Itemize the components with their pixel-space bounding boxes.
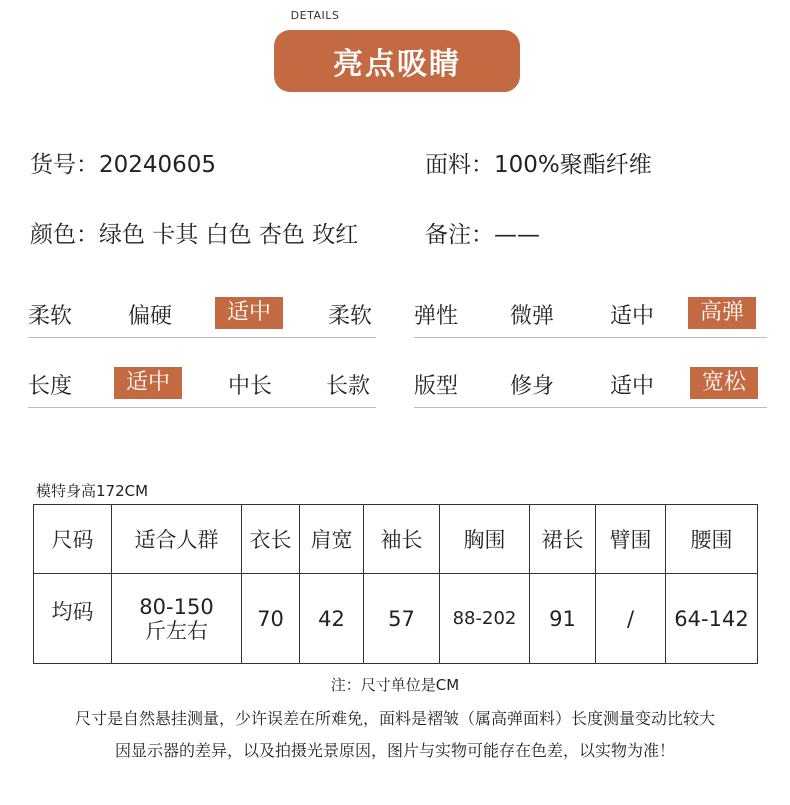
header-shoulder: 肩宽 xyxy=(300,505,364,574)
unit-note: 注：尺寸单位是CM xyxy=(330,676,460,694)
length-selected-badge: 适中 xyxy=(114,367,182,399)
highlight-banner xyxy=(274,30,520,92)
elasticity-option-2: 适中 xyxy=(610,304,655,329)
length-option-3: 长款 xyxy=(326,374,371,399)
cell-arm: / xyxy=(596,574,666,664)
cell-waist: 64-142 xyxy=(666,574,758,664)
size-table-row xyxy=(34,574,758,664)
softness-selected-badge: 适中 xyxy=(215,297,283,329)
header-length: 衣长 xyxy=(242,505,300,574)
fit-selected-badge: 宽松 xyxy=(690,367,758,399)
fit-option-3-selected xyxy=(690,367,758,399)
elasticity-divider xyxy=(414,337,767,338)
cell-skirt-length: 91 xyxy=(530,574,596,664)
cell-size: 均码 xyxy=(34,574,112,664)
fit-divider xyxy=(414,407,767,408)
length-option-1-selected xyxy=(114,367,182,399)
item-number: 货号：20240605 xyxy=(30,152,217,178)
size-table xyxy=(33,504,758,664)
color-info: 颜色：绿色 卡其 白色 杏色 玫红 xyxy=(30,222,359,248)
fabric-info: 面料：100%聚酯纤维 xyxy=(425,152,652,178)
banner-title: 亮点吸睛 xyxy=(333,47,461,82)
cell-suitable: 80-150斤左右 xyxy=(112,574,242,664)
length-divider xyxy=(28,407,376,408)
disclaimer-line-2: 因显示器的差异，以及拍摄光景原因，图片与实物可能存在色差，以实物为准！ xyxy=(114,741,675,760)
cell-shoulder: 42 xyxy=(300,574,364,664)
model-height: 模特身高172CM xyxy=(36,482,149,500)
length-option-2: 中长 xyxy=(228,374,273,399)
elasticity-label: 弹性 xyxy=(414,304,459,329)
header-skirt-length: 裙长 xyxy=(530,505,596,574)
header-sleeve: 袖长 xyxy=(364,505,440,574)
fit-option-2: 适中 xyxy=(610,374,655,399)
fit-label: 版型 xyxy=(414,374,459,399)
disclaimer-line-1: 尺寸是自然悬挂测量，少许误差在所难免，面料是褶皱（属高弹面料）长度测量变动比较大 xyxy=(74,709,715,728)
details-label: DETAILS xyxy=(290,9,340,22)
header-suitable: 适合人群 xyxy=(112,505,242,574)
softness-divider xyxy=(28,337,376,338)
header-size: 尺码 xyxy=(34,505,112,574)
fit-option-1: 修身 xyxy=(510,374,555,399)
cell-length: 70 xyxy=(242,574,300,664)
softness-option-1: 偏硬 xyxy=(128,304,173,329)
elasticity-option-1: 微弹 xyxy=(510,304,555,329)
size-table-header-row xyxy=(34,505,758,574)
header-bust: 胸围 xyxy=(440,505,530,574)
cell-bust: 88-202 xyxy=(440,574,530,664)
length-label: 长度 xyxy=(28,374,73,399)
softness-option-3: 柔软 xyxy=(328,304,373,329)
softness-option-2-selected xyxy=(215,297,283,329)
elasticity-selected-badge: 高弹 xyxy=(688,297,756,329)
elasticity-option-3-selected xyxy=(688,297,756,329)
remark-info: 备注：—— xyxy=(425,222,540,248)
softness-label: 柔软 xyxy=(28,304,73,329)
header-arm: 臂围 xyxy=(596,505,666,574)
cell-sleeve: 57 xyxy=(364,574,440,664)
header-waist: 腰围 xyxy=(666,505,758,574)
